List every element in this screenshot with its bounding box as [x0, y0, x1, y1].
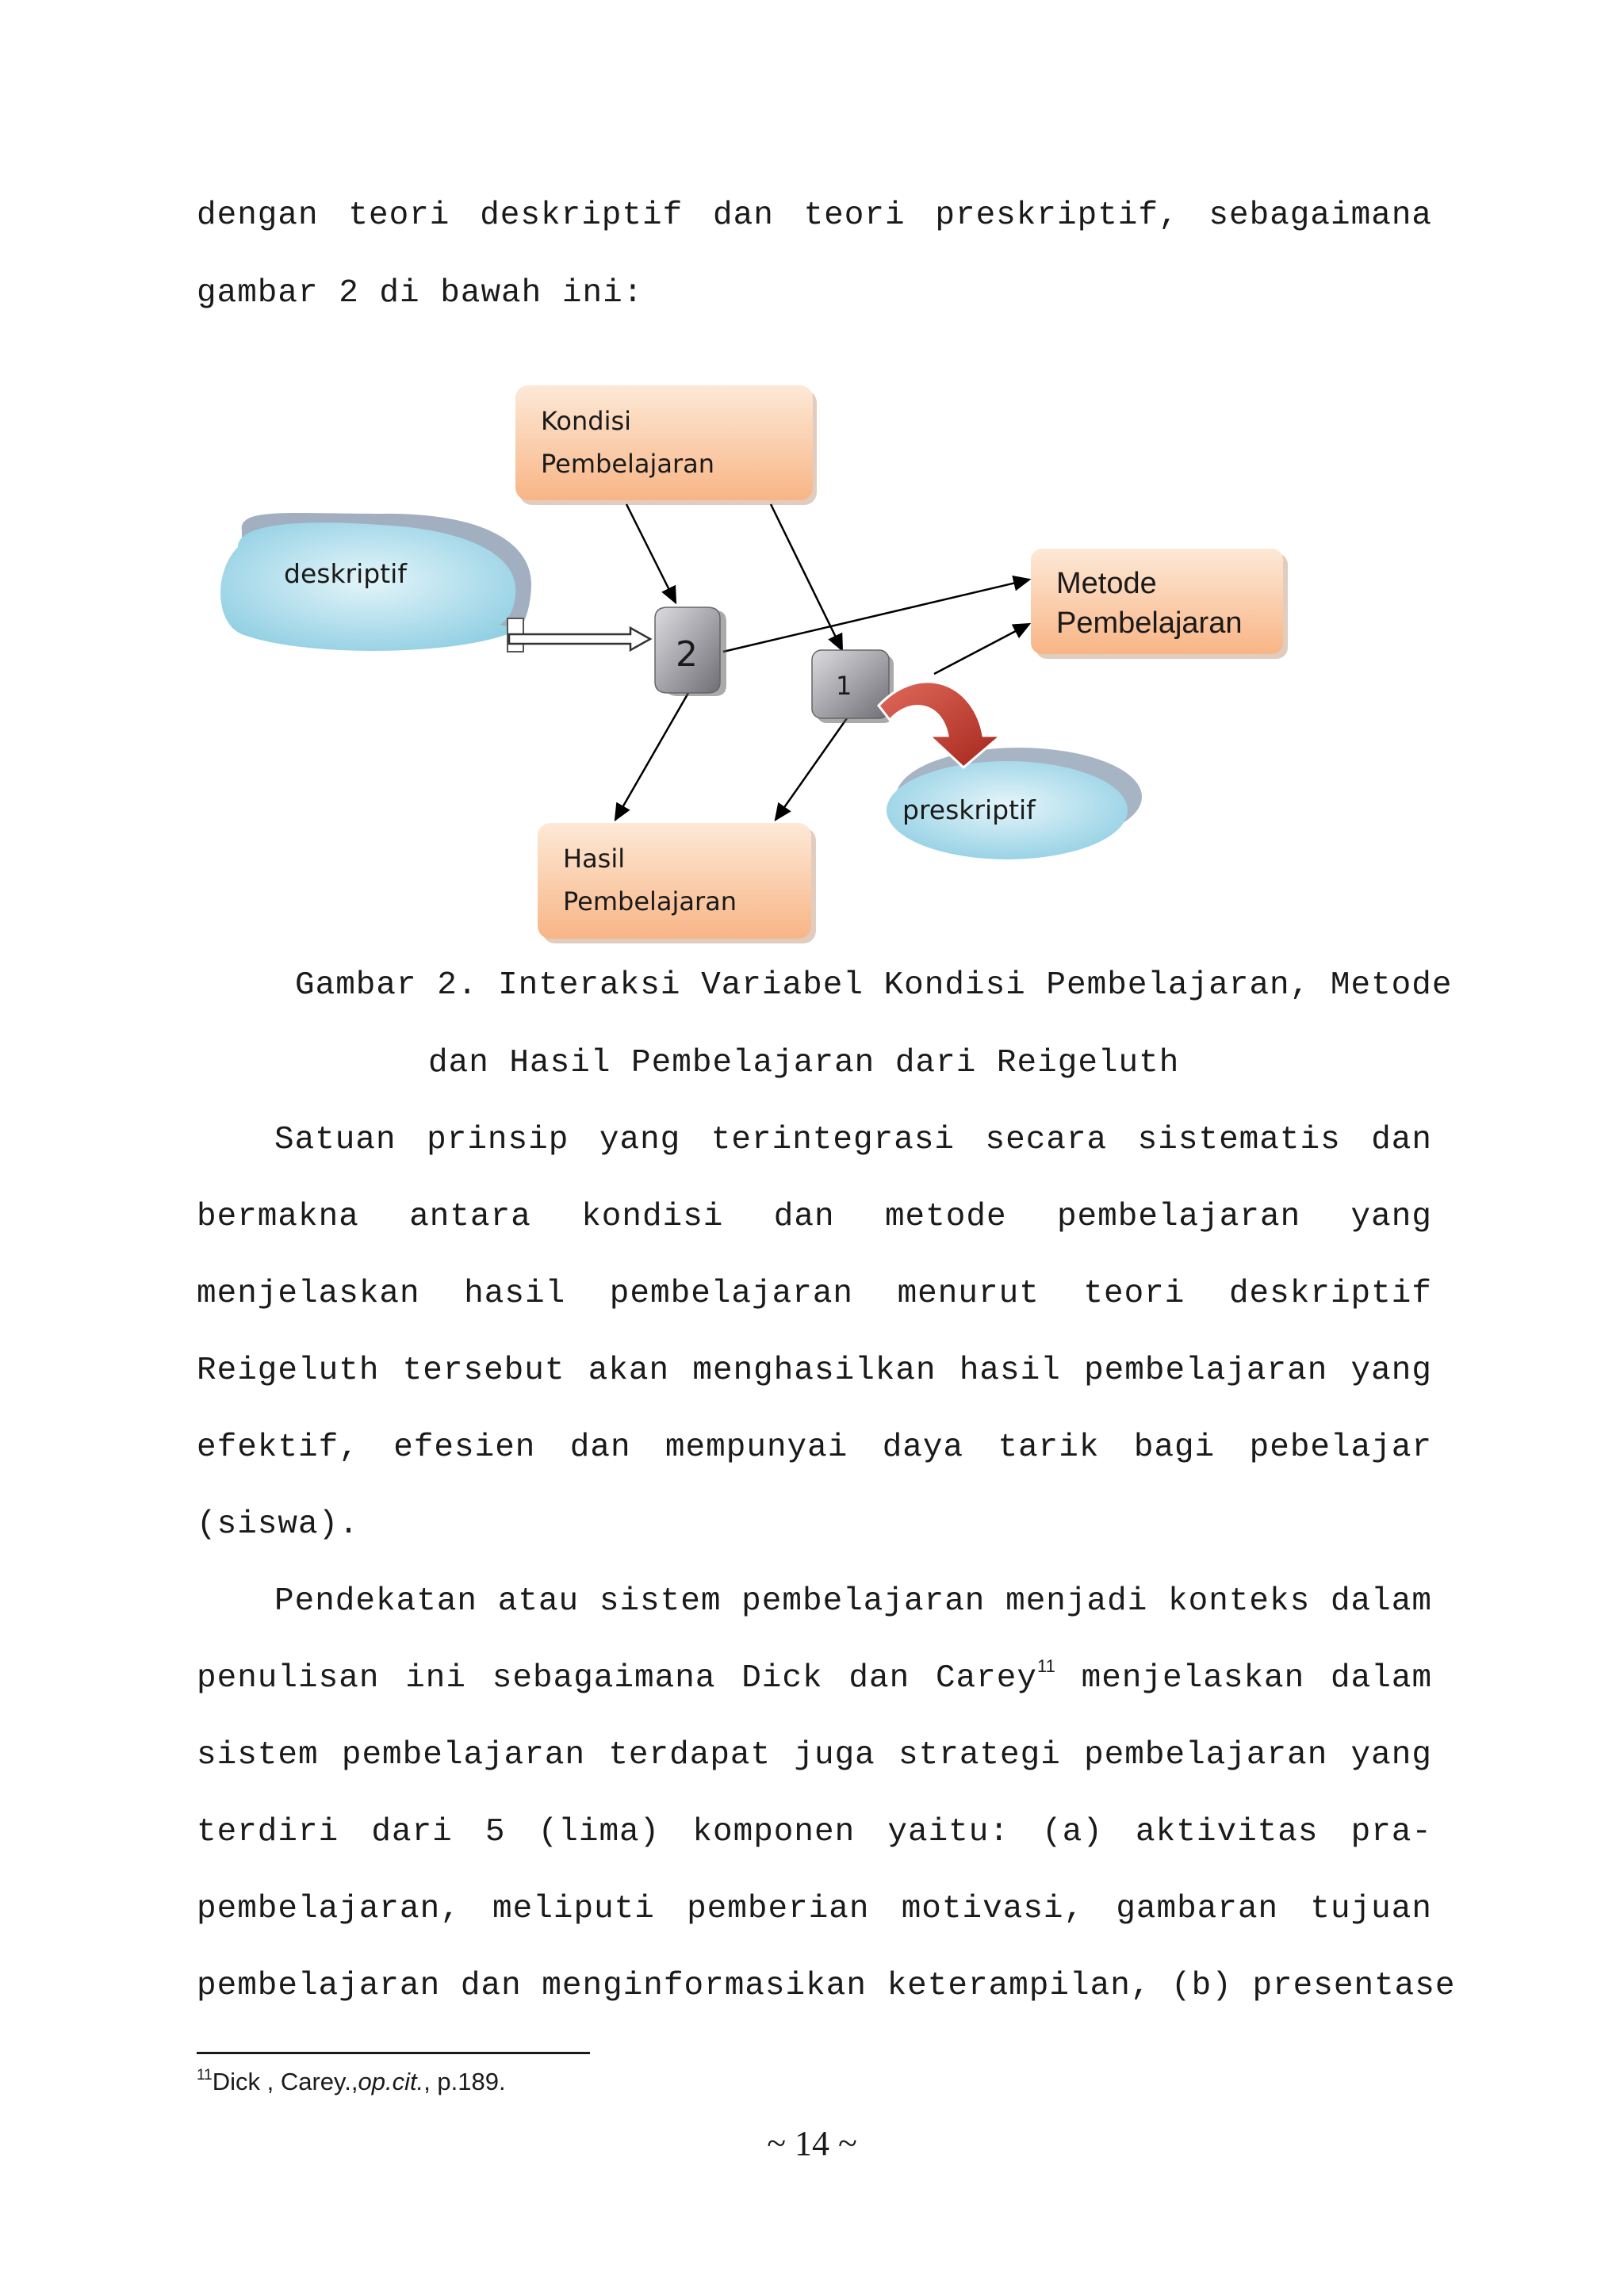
footnote-number: 11	[197, 2067, 213, 2084]
word: pembelajaran	[197, 1968, 441, 2004]
word: deskriptif	[1228, 1276, 1432, 1312]
word: deskriptif	[480, 197, 684, 234]
word: yang	[1350, 1353, 1432, 1389]
word: mempunyai	[665, 1429, 848, 1466]
kondisi-box	[515, 385, 817, 505]
word: terdiri	[197, 1814, 339, 1850]
word: penulisan	[197, 1660, 380, 1697]
word: 2.	[437, 967, 478, 1004]
word: menjadi	[1005, 1583, 1148, 1620]
word: 5	[485, 1814, 506, 1850]
word: dalam	[1330, 1583, 1432, 1620]
word: tersebut	[402, 1353, 565, 1389]
word: motivasi,	[901, 1891, 1085, 1927]
word: hasil	[959, 1353, 1061, 1389]
word: keterampilan,	[887, 1968, 1151, 2004]
word: pembelajaran	[1084, 1737, 1328, 1774]
word: Pembelajaran,	[1046, 967, 1311, 1004]
word: Dick	[741, 1660, 823, 1697]
word: komponen	[692, 1814, 856, 1850]
word: dan	[773, 1199, 835, 1235]
word: pembelajaran	[609, 1276, 854, 1312]
word: menghasilkan	[692, 1353, 936, 1389]
word: teori	[803, 197, 906, 234]
word: terintegrasi	[710, 1122, 956, 1158]
word: secara	[985, 1122, 1108, 1158]
word: yaitu:	[887, 1814, 1009, 1850]
word: pembelajaran	[741, 1583, 986, 1620]
body-text-line	[197, 1655, 1432, 1702]
word: pemberian	[687, 1891, 870, 1927]
footnote	[197, 2066, 506, 2098]
word: pra-	[1350, 1814, 1433, 1850]
body-text-line	[197, 1347, 1432, 1395]
word: bagi	[1133, 1429, 1216, 1466]
word: dalam	[1331, 1660, 1433, 1697]
word: teori	[348, 197, 450, 234]
word: strategi	[898, 1737, 1061, 1774]
word: ini	[405, 1660, 467, 1697]
learning-variables-diagram	[0, 0, 1624, 967]
figure-caption: dan Hasil Pembelajaran dari Reigeluth	[428, 1045, 1180, 1081]
footnote-text: Dick , Carey.,	[212, 2068, 358, 2095]
footnote-divider	[197, 2052, 590, 2054]
footnote-reference: 11	[1037, 1656, 1055, 1676]
figure-caption	[295, 962, 1453, 1009]
body-text-line	[197, 1732, 1432, 1779]
body-text-line	[197, 1885, 1432, 1933]
word: akan	[588, 1353, 670, 1389]
deskriptif-label: deskriptif	[284, 558, 407, 589]
word: menginformasikan	[542, 1968, 867, 2004]
word: Pendekatan	[274, 1583, 478, 1620]
word: sistem	[599, 1583, 722, 1620]
word: dan	[713, 197, 774, 234]
word: pebelajar	[1249, 1429, 1433, 1466]
body-text-line	[274, 1116, 1432, 1164]
svg-text:Pembelajaran: Pembelajaran	[563, 886, 737, 916]
word: meliputi	[492, 1891, 655, 1927]
footnote-italic: op.cit.	[358, 2068, 424, 2095]
word: Kondisi	[883, 967, 1026, 1004]
word: juga	[794, 1737, 875, 1774]
word: konteks	[1168, 1583, 1311, 1620]
word: teori	[1083, 1276, 1185, 1312]
word: yang	[599, 1122, 681, 1158]
word: menjelaskan	[1081, 1660, 1305, 1697]
word: preskriptif,	[935, 197, 1179, 234]
word: gambaran	[1116, 1891, 1279, 1927]
word: efesien	[393, 1429, 536, 1466]
hollow-arrow	[509, 628, 650, 650]
metode-box	[1031, 549, 1288, 659]
word: daya	[882, 1429, 964, 1466]
node-2	[655, 607, 726, 696]
word: menurut	[897, 1276, 1040, 1312]
word: sistematis	[1137, 1122, 1341, 1158]
word: presentase	[1252, 1968, 1456, 2004]
word: aktivitas	[1136, 1814, 1319, 1850]
word: menjelaskan	[197, 1276, 420, 1312]
word: Variabel	[701, 967, 864, 1004]
word: yang	[1350, 1737, 1432, 1774]
body-text-line	[197, 1193, 1432, 1241]
word: dan	[848, 1660, 910, 1697]
preskriptif-label: preskriptif	[902, 794, 1036, 825]
word: pembelajaran	[1084, 1353, 1328, 1389]
body-text-line	[197, 1424, 1432, 1471]
hasil-box	[538, 823, 816, 943]
word: hasil	[464, 1276, 566, 1312]
word: tujuan	[1310, 1891, 1432, 1927]
word: yang	[1350, 1199, 1432, 1235]
page-number: ~ 14 ~	[767, 2124, 857, 2163]
word: terdapat	[608, 1737, 772, 1774]
word: (lima)	[538, 1814, 661, 1850]
svg-text:Pembelajaran: Pembelajaran	[541, 449, 715, 479]
word: dari	[371, 1814, 453, 1850]
word: tarik	[998, 1429, 1100, 1466]
word: Carey$^{11}$	[935, 1656, 1055, 1697]
word: pembelajaran	[1056, 1199, 1301, 1235]
word: Reigeluth	[197, 1353, 380, 1389]
word: dan	[569, 1429, 631, 1466]
body-text-line	[197, 1270, 1432, 1318]
word: atau	[497, 1583, 580, 1620]
word: Satuan	[274, 1122, 396, 1158]
word: dan	[1371, 1122, 1433, 1158]
word: (a)	[1042, 1814, 1103, 1850]
word: kondisi	[581, 1199, 724, 1235]
body-text-line	[197, 1962, 1456, 2010]
svg-text:Pembelajaran: Pembelajaran	[1056, 607, 1243, 640]
word: dengan	[197, 197, 319, 234]
word: Interaksi	[498, 967, 681, 1004]
word: Metode	[1330, 967, 1453, 1004]
body-text-line	[274, 1578, 1432, 1625]
svg-text:Metode: Metode	[1056, 567, 1157, 600]
word: Gambar	[295, 967, 417, 1004]
svg-text:Hasil: Hasil	[563, 844, 626, 874]
body-text-line: gambar 2 di bawah ini:	[197, 275, 644, 312]
word: efektif,	[197, 1429, 359, 1466]
preskriptif-cloud	[887, 748, 1142, 859]
deskriptif-cloud	[220, 513, 531, 652]
body-text-line	[197, 1808, 1432, 1856]
word: bermakna	[197, 1199, 359, 1235]
svg-text:2: 2	[676, 634, 698, 675]
node-1	[812, 650, 894, 723]
svg-text:1: 1	[836, 671, 852, 701]
word: sistem	[197, 1737, 319, 1774]
word: sebagaimana	[1208, 197, 1433, 234]
word: antara	[409, 1199, 531, 1235]
svg-text:Kondisi: Kondisi	[541, 406, 632, 436]
word: metode	[884, 1199, 1007, 1235]
word: (b)	[1171, 1968, 1232, 2004]
body-text-line: (siswa).	[197, 1506, 359, 1543]
word: pembelajaran,	[197, 1891, 461, 1927]
word: dan	[460, 1968, 522, 2004]
word: prinsip	[427, 1122, 569, 1158]
word: sebagaimana	[492, 1660, 716, 1697]
footnote-text-end: , p.189.	[423, 2068, 506, 2095]
word: pembelajaran	[341, 1737, 586, 1774]
